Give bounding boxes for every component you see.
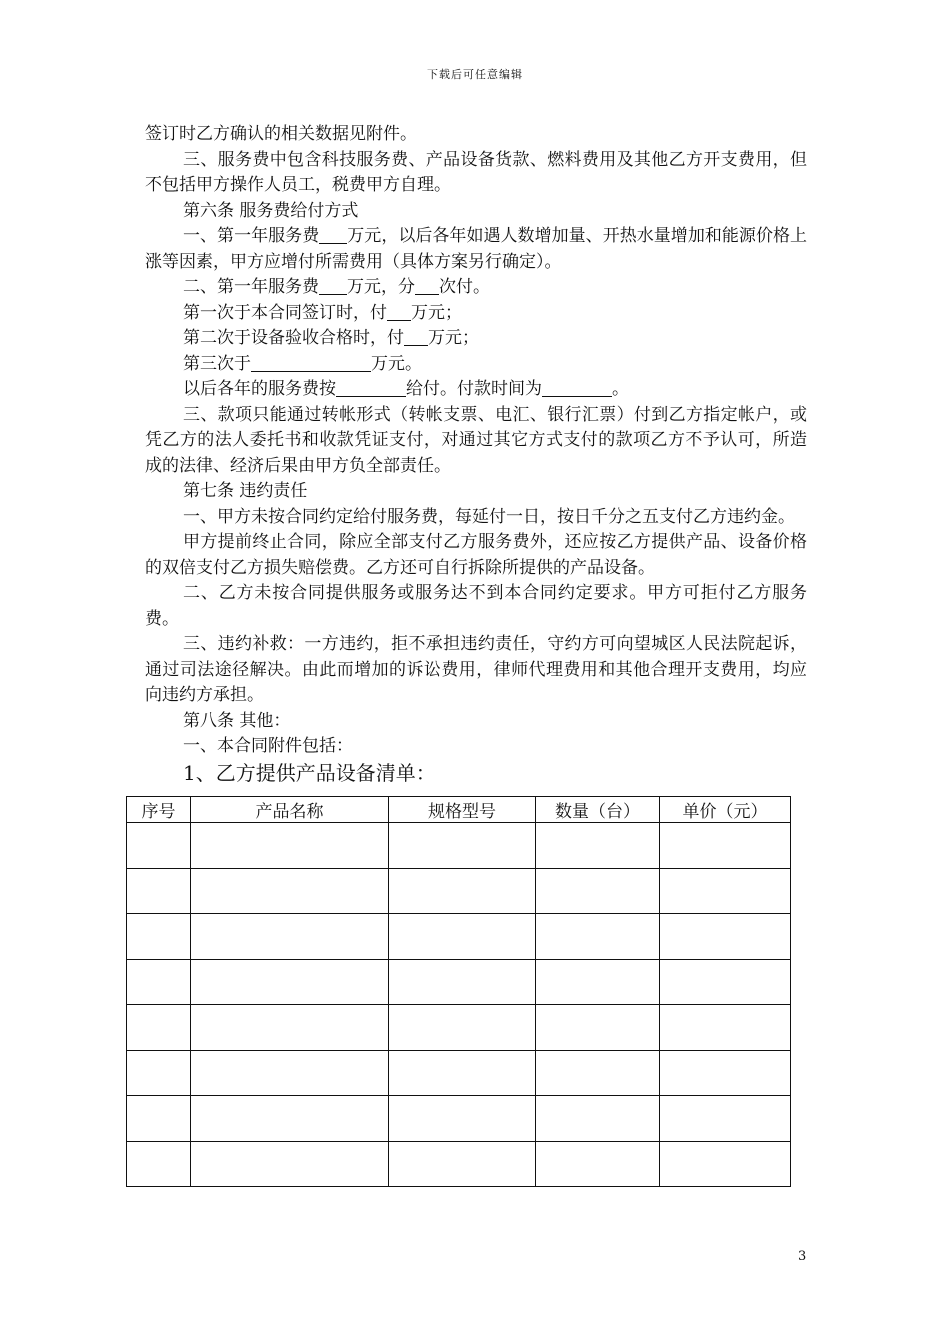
table-cell <box>660 959 791 1005</box>
table-cell <box>191 1050 389 1096</box>
section-heading: 第八条 其他： <box>183 710 291 731</box>
table-row <box>127 959 791 1005</box>
table-cell <box>660 1005 791 1051</box>
table-cell <box>660 823 791 869</box>
blank-field <box>404 328 428 346</box>
header-cell-quantity: 数量（台） <box>536 797 660 823</box>
table-cell <box>660 1141 791 1187</box>
table-cell <box>536 1050 660 1096</box>
table-row <box>127 1050 791 1096</box>
table-cell <box>389 1005 536 1051</box>
header-cell-unit-price: 单价（元） <box>660 797 791 823</box>
table-cell <box>191 823 389 869</box>
table-row <box>127 1141 791 1187</box>
paragraph: 第三次于 万元。 <box>183 353 422 374</box>
paragraph: 一、第一年服务费 万元，以后各年如遇人数增加量、开热水量增加和能源价格上涨等因素，甲方应增付所需费用（具体方案另行确定）。 <box>145 226 808 272</box>
table-cell <box>660 868 791 914</box>
paragraph: 甲方提前终止合同，除应全部支付乙方服务费外，还应按乙方提供产品、设备价格的双倍支付乙方损失赔偿费。乙方还可自行拆除所提供的产品设备。 <box>145 532 807 578</box>
table-cell <box>389 914 536 960</box>
table-cell <box>127 868 191 914</box>
page-header: 下载后可任意编辑 <box>427 68 523 81</box>
blank-field <box>319 226 347 244</box>
paragraph: 一、甲方未按合同约定给付服务费，每延付一日，按日千分之五支付乙方违约金。 <box>183 506 795 527</box>
table-cell <box>191 1141 389 1187</box>
contract-body <box>145 122 807 786</box>
table-cell <box>191 914 389 960</box>
table-cell <box>389 1050 536 1096</box>
table-cell <box>536 1096 660 1142</box>
paragraph: 第二次于设备验收合格时，付 万元； <box>183 328 479 348</box>
blank-field <box>387 303 411 321</box>
blank-field <box>319 277 347 295</box>
table-header-row <box>127 797 791 823</box>
paragraph: 签订时乙方确认的相关数据见附件。 <box>145 124 417 144</box>
table-cell <box>191 868 389 914</box>
paragraph: 三、服务费中包含科技服务费、产品设备货款、燃料费用及其他乙方开支费用，但不包括甲方操作人员工，税费甲方自理。 <box>145 149 807 195</box>
table-cell <box>660 1096 791 1142</box>
table-cell <box>389 1141 536 1187</box>
table-cell <box>536 1005 660 1051</box>
paragraph: 二、乙方未按合同提供服务或服务达不到本合同约定要求。甲方可拒付乙方服务费。 <box>145 583 807 629</box>
table-cell <box>127 1096 191 1142</box>
table-row <box>127 1096 791 1142</box>
section-heading: 第六条 服务费给付方式 <box>183 200 359 221</box>
table-cell <box>127 1005 191 1051</box>
paragraph: 二、第一年服务费 万元，分 次付。 <box>183 277 490 297</box>
table-cell <box>536 823 660 869</box>
paragraph: 第一次于本合同签订时，付 万元； <box>183 302 462 323</box>
table-row <box>127 868 791 914</box>
header-cell-product-name: 产品名称 <box>191 797 389 823</box>
table-cell <box>660 914 791 960</box>
table-cell <box>127 1141 191 1187</box>
table-cell <box>389 1096 536 1142</box>
table-row <box>127 1005 791 1051</box>
table-cell <box>191 1005 389 1051</box>
table-cell <box>389 959 536 1005</box>
table-cell <box>191 959 389 1005</box>
table-cell <box>127 823 191 869</box>
table-cell <box>536 868 660 914</box>
table-cell <box>536 959 660 1005</box>
table-cell <box>191 1096 389 1142</box>
table-row <box>127 914 791 960</box>
equipment-table <box>126 796 791 1187</box>
table-row <box>127 823 791 869</box>
paragraph: 三、款项只能通过转帐形式（转帐支票、电汇、银行汇票）付到乙方指定帐户，或凭乙方的法人委托书和收款凭证支付，对通过其它方式支付的款项乙方不予认可，所造成的法律、经济后果由甲方负全部责任。 <box>145 404 807 476</box>
paragraph: 以后各年的服务费按 给付。付款时间为 。 <box>183 379 629 399</box>
equipment-list-title: 1、乙方提供产品设备清单： <box>183 760 436 785</box>
header-cell-index: 序号 <box>127 797 191 823</box>
table-cell <box>660 1050 791 1096</box>
table-cell <box>389 868 536 914</box>
blank-field <box>542 379 612 397</box>
table-cell <box>127 914 191 960</box>
blank-field <box>251 354 371 372</box>
paragraph: 三、违约补救：一方违约，拒不承担违约责任，守约方可向望城区人民法院起诉，通过司法途径解决。由此而增加的诉讼费用，律师代理费用和其他合理开支费用，均应向违约方承担。 <box>145 634 807 705</box>
equipment-table-body <box>127 823 791 1187</box>
table-cell <box>536 914 660 960</box>
blank-field <box>336 379 406 397</box>
table-cell <box>536 1141 660 1187</box>
paragraph: 一、本合同附件包括： <box>183 736 353 756</box>
page-number: 3 <box>798 1249 807 1264</box>
section-heading: 第七条 违约责任 <box>183 481 308 501</box>
table-cell <box>127 959 191 1005</box>
header-cell-model: 规格型号 <box>389 797 536 823</box>
table-cell <box>389 823 536 869</box>
blank-field <box>415 277 439 295</box>
table-cell <box>127 1050 191 1096</box>
